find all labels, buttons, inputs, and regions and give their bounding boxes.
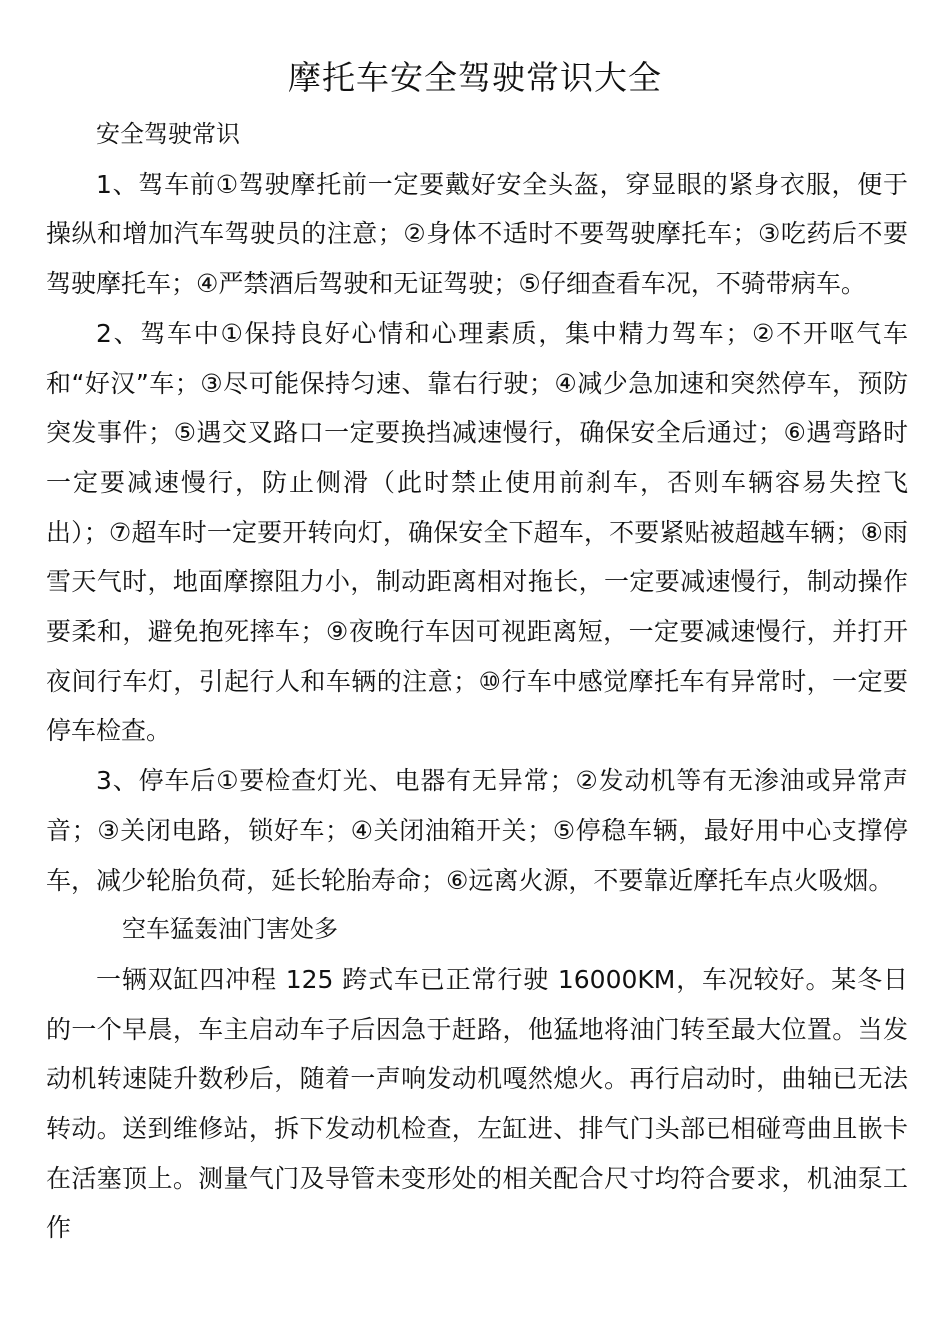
paragraph-throttle-case: 一辆双缸四冲程 125 跨式车已正常行驶 16000KM，车况较好。某冬日的一个早晨，车主启动车子后因急于赶路，他猛地将油门转至最大位置。当发动机转速陡升数秒后，随着一声响发动机嘎然熄火。再行启动时，曲轴已无法转动。送到维修站，拆下发动机检查，左缸进、排气门头部已相碰弯曲且嵌卡在活塞顶上。测量气门及导管未变形处的相关配合尺寸均符合要求，机油泵工作 (46, 964, 908, 1243)
section-heading-throttle: 空车猛轰油门害处多 (122, 915, 338, 944)
paragraph-while-driving: 2、驾车中①保持良好心情和心理素质，集中精力驾车；②不开呕气车和“好汉”车；③尽可能保持匀速、靠右行驶；④减少急加速和突然停车，预防突发事件；⑤遇交叉路口一定要换挡减速慢行，确保安全后通过；⑥遇弯路时一定要减速慢行，防止侧滑（此时禁止使用前刹车，否则车辆容易失控飞出）；⑦超车时一定要开转向灯，确保安全下超车，不要紧贴被超越车辆；⑧雨雪天气时，地面摩擦阻力小，制动距离相对拖长，一定要减速慢行，制动操作要柔和，避免抱死摔车；⑨夜晚行车因可视距离短，一定要减速慢行，并打开夜间行车灯，引起行人和车辆的注意；⑩行车中感觉摩托车有异常时，一定要停车检查。 (46, 318, 908, 746)
document-title: 摩托车安全驾驶常识大全 (288, 58, 662, 97)
section-heading-safety: 安全驾驶常识 (96, 120, 240, 148)
paragraph-before-driving: 1、驾车前①驾驶摩托前一定要戴好安全头盔，穿显眼的紧身衣服，便于操纵和增加汽车驾驶员的注意；②身体不适时不要驾驶摩托车；③吃药后不要驾驶摩托车；④严禁酒后驾驶和无证驾驶；⑤仔细查看车况，不骑带病车。 (46, 169, 908, 299)
paragraph-after-parking: 3、停车后①要检查灯光、电器有无异常；②发动机等有无渗油或异常声音；③关闭电路，锁好车；④关闭油箱开关；⑤停稳车辆，最好用中心支撑停车，减少轮胎负荷，延长轮胎寿命；⑥远离火源，不要靠近摩托车点火吸烟。 (46, 766, 908, 895)
document-body (46, 110, 908, 1253)
